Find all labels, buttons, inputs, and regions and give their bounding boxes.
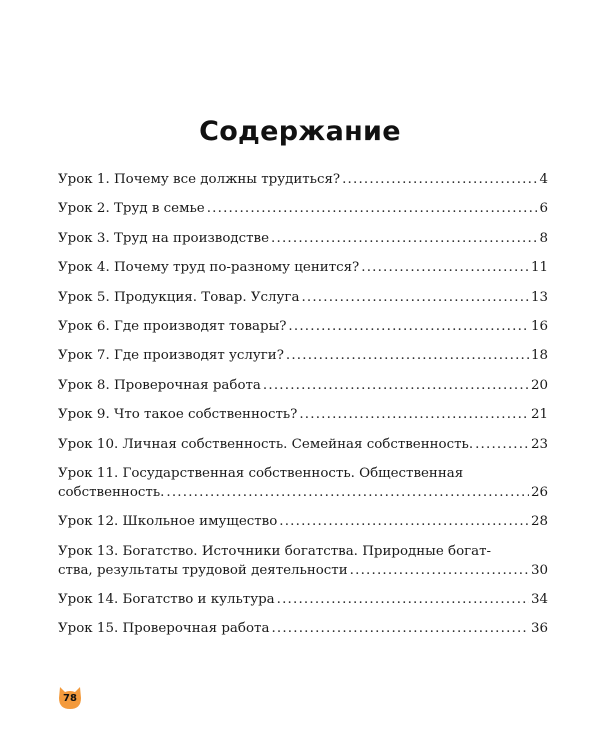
toc-entry-title: Урок 6. Где производят товары? [58, 318, 287, 334]
dot-leader [301, 288, 529, 307]
toc-entry-line [58, 561, 548, 580]
toc-entry-title: собственность. [58, 484, 165, 500]
toc-entry-line [58, 199, 548, 218]
toc-entry-title: Урок 1. Почему все должны трудиться? [58, 172, 341, 187]
toc-entry [58, 346, 548, 365]
dot-leader [166, 483, 529, 502]
dot-leader [350, 561, 529, 580]
toc-entry-title: Урок 3. Труд на производстве [58, 230, 270, 246]
dot-leader [475, 435, 529, 454]
toc-entry-title: Урок 12. Школьное имущество [58, 514, 278, 530]
toc-entry-line [58, 405, 548, 424]
toc-entry-title: Урок 2. Труд в семье [58, 201, 205, 217]
toc-entry [58, 170, 548, 189]
dot-leader [271, 229, 537, 248]
toc-entry-line [58, 590, 548, 609]
toc-entry-line [58, 435, 548, 454]
toc-entry-title: Урок 15. Проверочная работа [58, 621, 270, 637]
toc-entry-title: Урок 4. Почему труд по-разному ценится? [58, 260, 360, 276]
page-number-badge [57, 686, 83, 710]
toc-entry-title: Урок 13. Богатство. Источники богатства. Природные богат- [58, 543, 492, 559]
dot-leader [299, 405, 529, 424]
toc-entry [58, 258, 548, 277]
toc-entry-page: 11 [530, 260, 548, 276]
toc-entry [58, 229, 548, 248]
toc-entry-page: 28 [530, 514, 548, 530]
table-of-contents [58, 170, 548, 649]
toc-entry-title: Урок 5. Продукция. Товар. Услуга [58, 289, 300, 305]
toc-entry-line [58, 376, 548, 395]
toc-entry-page: 8 [539, 230, 548, 246]
toc-entry [58, 512, 548, 531]
dot-leader [288, 317, 529, 336]
toc-entry-title: Урок 11. Государственная собственность. Общественная [58, 465, 464, 481]
toc-entry-page: 23 [530, 436, 548, 452]
toc-entry [58, 317, 548, 336]
toc-entry-line [58, 258, 548, 277]
dot-leader [207, 199, 538, 218]
toc-entry [58, 405, 548, 424]
toc-entry-title: ства, результаты трудовой деятельности [58, 562, 348, 578]
toc-entry-line [58, 619, 548, 638]
toc-entry [58, 435, 548, 454]
dot-leader [263, 376, 529, 395]
toc-entry-line [58, 288, 548, 307]
toc-entry-page: 4 [539, 172, 548, 187]
toc-entry-title: Урок 7. Где производят услуги? [58, 348, 284, 364]
toc-entry-line [58, 346, 548, 365]
toc-entry-line [58, 483, 548, 502]
toc-entry [58, 199, 548, 218]
toc-entry-title: Урок 10. Личная собственность. Семейная собственность. [58, 436, 474, 452]
toc-entry-page: 30 [530, 562, 548, 578]
toc-entry-line [58, 170, 548, 189]
toc-entry-page: 36 [530, 621, 548, 637]
toc-entry-title: Урок 14. Богатство и культура [58, 592, 275, 608]
toc-entry-page: 34 [530, 592, 548, 608]
page-number: 78 [63, 693, 77, 704]
dot-leader [279, 512, 529, 531]
toc-entry-line [58, 229, 548, 248]
toc-entry [58, 376, 548, 395]
toc-entry [58, 619, 548, 638]
toc-entry-line [58, 512, 548, 531]
toc-entry-page: 18 [530, 348, 548, 364]
page-title: Содержание [199, 116, 401, 147]
toc-entry-page: 6 [539, 201, 548, 217]
toc-entry-page: 16 [530, 318, 548, 334]
dot-leader [286, 346, 529, 365]
toc-entry-page: 13 [530, 289, 548, 305]
toc-entry [58, 542, 548, 580]
toc-entry-page: 21 [530, 407, 548, 423]
dot-leader [277, 590, 529, 609]
toc-entry-title: Урок 8. Проверочная работа [58, 377, 261, 393]
toc-entry-line [58, 317, 548, 336]
toc-entry-page: 20 [530, 377, 548, 393]
toc-entry [58, 464, 548, 502]
toc-entry-title: Урок 9. Что такое собственность? [58, 407, 298, 423]
dot-leader [361, 258, 529, 277]
dot-leader [342, 170, 537, 189]
dot-leader [271, 619, 529, 638]
toc-entry [58, 590, 548, 609]
toc-entry [58, 288, 548, 307]
toc-entry-page: 26 [530, 484, 548, 500]
